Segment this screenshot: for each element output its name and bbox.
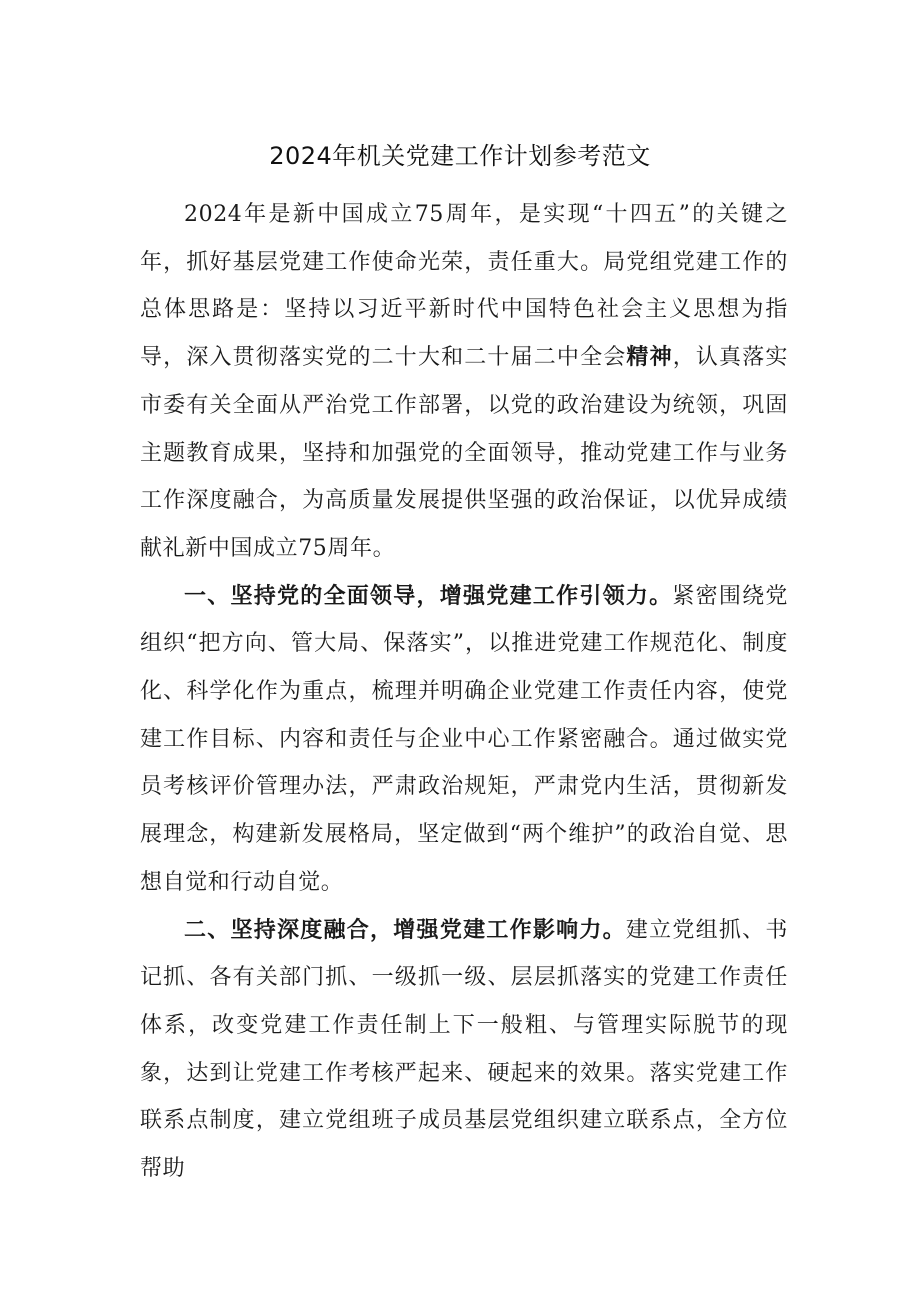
section-1-heading: 一、坚持党的全面领导，增强党建工作引领力。 [184,583,673,609]
section-1-text: 紧密围绕党组织“把方向、管大局、保落实”，以推进党建工作规范化、制度化、科学化作为重点，梳理并明确企业党建工作责任内容，使党建工作目标、内容和责任与企业中心工作紧密融合。通过做实党员考核评价管理办法，严肃政治规矩，严肃党内生活，贯彻新发展理念，构建新发展格局，坚定做到“两个维护”的政治自觉、思想自觉和行动自觉。 [140,583,788,895]
intro-text-b: ，认真落实市委有关全面从严治党工作部署，以党的政治建设为统领，巩固主题教育成果，坚持和加强党的全面领导，推动党建工作与业务工作深度融合，为高质量发展提供坚强的政治保证，以优异成绩献礼新中国成立75周年。 [140,345,788,561]
intro-bold-term: 精神 [626,345,673,371]
intro-paragraph [140,191,788,573]
section-1-paragraph [140,573,788,907]
section-2-text: 建立党组抓、书记抓、各有关部门抓、一级抓一级、层层抓落实的党建工作责任体系，改变党建工作责任制上下一般粗、与管理实际脱节的现象，达到让党建工作考核严起来、硬起来的效果。落实党建工作联系点制度，建立党组班子成员基层党组织建立联系点，全方位帮助 [140,917,788,1182]
section-2-heading: 二、坚持深度融合，增强党建工作影响力。 [184,917,626,943]
document-body [140,191,788,1193]
document-title: 2024年机关党建工作计划参考范文 [269,142,651,170]
section-2-paragraph [140,907,788,1193]
intro-text-a: 2024年是新中国成立75周年，是实现“十四五”的关键之年，抓好基层党建工作使命光荣，责任重大。局党组党建工作的总体思路是：坚持以习近平新时代中国特色社会主义思想为指导，深入贯彻落实党的二十大和二十届二中全会 [140,202,788,371]
